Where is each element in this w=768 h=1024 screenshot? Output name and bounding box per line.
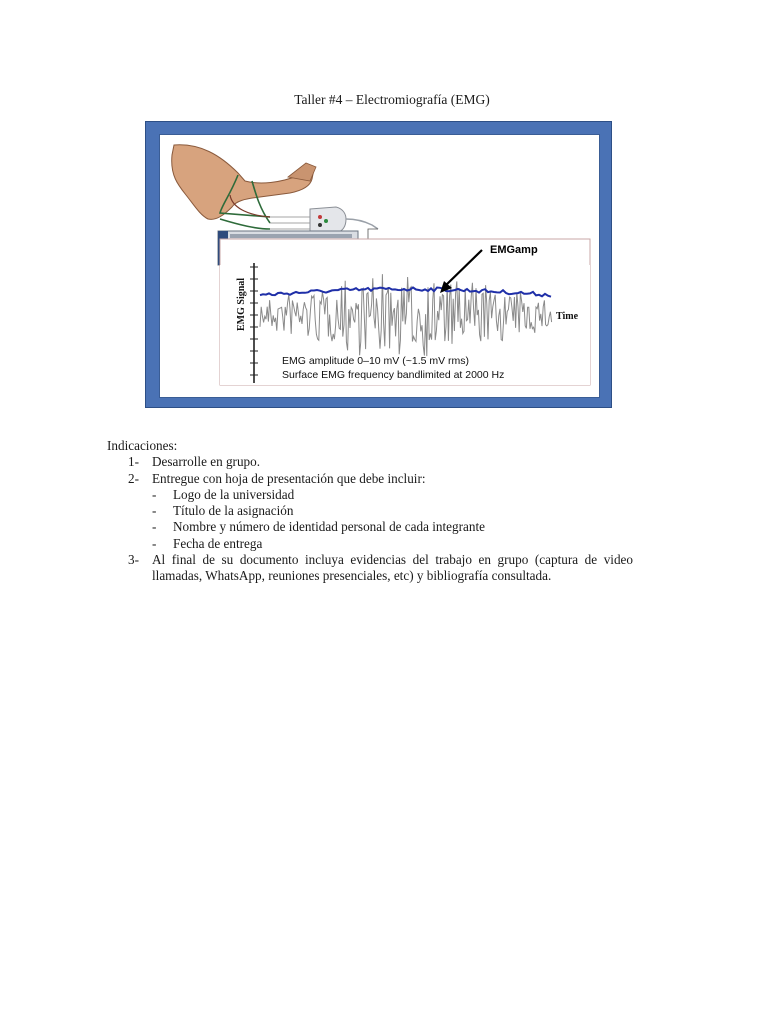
sub-item-text: Fecha de entrega	[173, 535, 263, 551]
emg-figure	[159, 134, 600, 398]
lead-connector	[310, 207, 346, 233]
item-text-line-2: llamadas, WhatsApp, reuniones presenciales, etc) y bibliografía consultada.	[152, 568, 552, 584]
electrode-leads	[270, 217, 310, 229]
sub-item-bullet: -	[152, 535, 157, 551]
instructions-heading: Indicaciones:	[107, 438, 178, 453]
sub-list-item	[107, 503, 633, 519]
y-axis-label: EMG Signal	[236, 277, 247, 331]
item-number: 3-	[128, 552, 139, 568]
caption-frequency: Surface EMG frequency bandlimited at 2000 Hz	[282, 369, 505, 381]
item-number: 2-	[128, 470, 139, 486]
item-text: Entregue con hoja de presentación que debe incluir:	[152, 470, 426, 486]
list-item	[107, 471, 633, 487]
sub-item-bullet: -	[152, 486, 157, 502]
list-item	[107, 552, 633, 585]
sub-item-text: Título de la asignación	[173, 503, 294, 519]
caption-amplitude: EMG amplitude 0–10 mV (~1.5 mV rms)	[282, 355, 470, 367]
sub-item-bullet: -	[152, 519, 157, 535]
item-number: 1-	[128, 454, 139, 470]
sub-item-text: Logo de la universidad	[173, 486, 295, 502]
emg-figure-frame	[145, 121, 612, 408]
sub-item-bullet: -	[152, 503, 157, 519]
item-text-line-1: Al final de su documento incluya evidencias del trabajo en grupo (captura de video	[152, 552, 633, 568]
arm-illustration	[172, 145, 314, 220]
emg-illustration	[160, 135, 599, 397]
page-title: Taller #4 – Electromiografía (EMG)	[294, 92, 490, 107]
item-text: Desarrolle en grupo.	[152, 454, 261, 470]
sub-list-item	[107, 519, 633, 535]
list-item	[107, 454, 633, 470]
sub-list-item	[107, 487, 633, 503]
sub-item-text: Nombre y número de identidad personal de cada integrante	[173, 519, 485, 535]
emgamp-label: EMGamp	[490, 244, 538, 256]
instructions-section	[107, 438, 633, 585]
x-axis-label: Time	[556, 311, 579, 322]
sub-list-item	[107, 536, 633, 552]
